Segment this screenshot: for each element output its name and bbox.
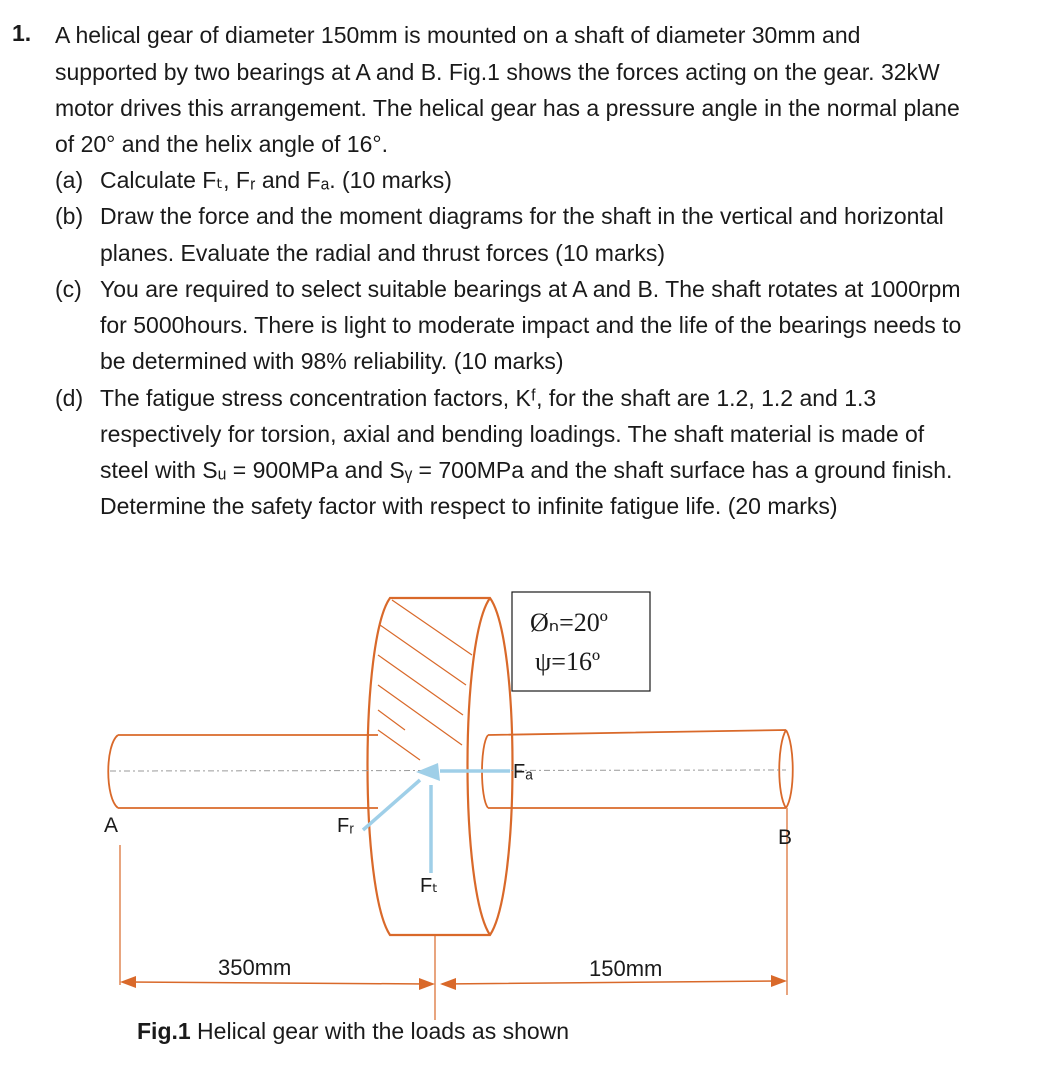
part-d-line-1: The fatigue stress concentration factors, Kᶠ, for the shaft are 1.2, 1.2 and 1.3 [100, 385, 877, 411]
part-a-line-1: Calculate Fₜ, Fᵣ and Fₐ. (10 marks) [100, 167, 452, 193]
intro-line-2: supported by two bearings at A and B. Fig.1 shows the forces acting on the gear. 32kW [55, 59, 940, 85]
part-d-line-2: respectively for torsion, axial and bending loadings. The shaft material is made of [100, 421, 925, 447]
part-c-line-2: for 5000hours. There is light to moderate impact and the life of the bearings needs to [100, 312, 962, 338]
intro-line-4: of 20° and the helix angle of 16°. [55, 131, 388, 157]
part-b-line-2: planes. Evaluate the radial and thrust forces (10 marks) [100, 240, 666, 266]
part-a-label: (a) [55, 167, 84, 193]
figure-caption [137, 1018, 569, 1045]
label-bearing-a: A [104, 814, 119, 837]
part-d-line-3: steel with Sᵤ = 900MPa and Sᵧ = 700MPa and the shaft surface has a ground finish. [100, 457, 953, 483]
figure-1-diagram [0, 540, 1059, 1086]
box-helix-angle: ψ=16º [535, 647, 600, 676]
label-ft: Fₜ [420, 875, 439, 897]
dimension-150: 150mm [589, 956, 663, 981]
label-bearing-b: B [778, 826, 793, 849]
part-b-line-1: Draw the force and the moment diagrams for the shaft in the vertical and horizontal [100, 203, 944, 229]
intro-line-3: motor drives this arrangement. The helical gear has a pressure angle in the normal plane [55, 95, 960, 121]
helix-hatching [378, 600, 472, 760]
force-fr-line [363, 780, 420, 830]
left-shaft [108, 735, 378, 808]
part-d-label: (d) [55, 385, 84, 411]
part-c-line-3: be determined with 98% reliability. (10 marks) [100, 348, 564, 374]
part-c-label: (c) [55, 276, 82, 302]
force-arrowhead [416, 763, 440, 781]
label-fa: Fₐ [513, 761, 533, 783]
part-b-label: (b) [55, 203, 84, 229]
force-vectors [363, 771, 510, 873]
question-number: 1. [12, 20, 32, 46]
caption-text: Helical gear with the loads as shown [190, 1018, 570, 1044]
angle-box [512, 592, 650, 691]
gear-face-edge [468, 598, 491, 935]
part-c-line-1: You are required to select suitable bearings at A and B. The shaft rotates at 1000rpm [100, 276, 961, 302]
box-pressure-angle: Øₙ=20º [530, 608, 608, 637]
caption-label: Fig.1 [137, 1018, 191, 1044]
dimension-350: 350mm [218, 955, 292, 980]
part-d-line-4: Determine the safety factor with respect to infinite fatigue life. (20 marks) [100, 493, 838, 519]
gear-body [368, 598, 513, 935]
intro-line-1: A helical gear of diameter 150mm is mounted on a shaft of diameter 30mm and [55, 22, 861, 48]
label-fr: Fᵣ [337, 815, 355, 837]
